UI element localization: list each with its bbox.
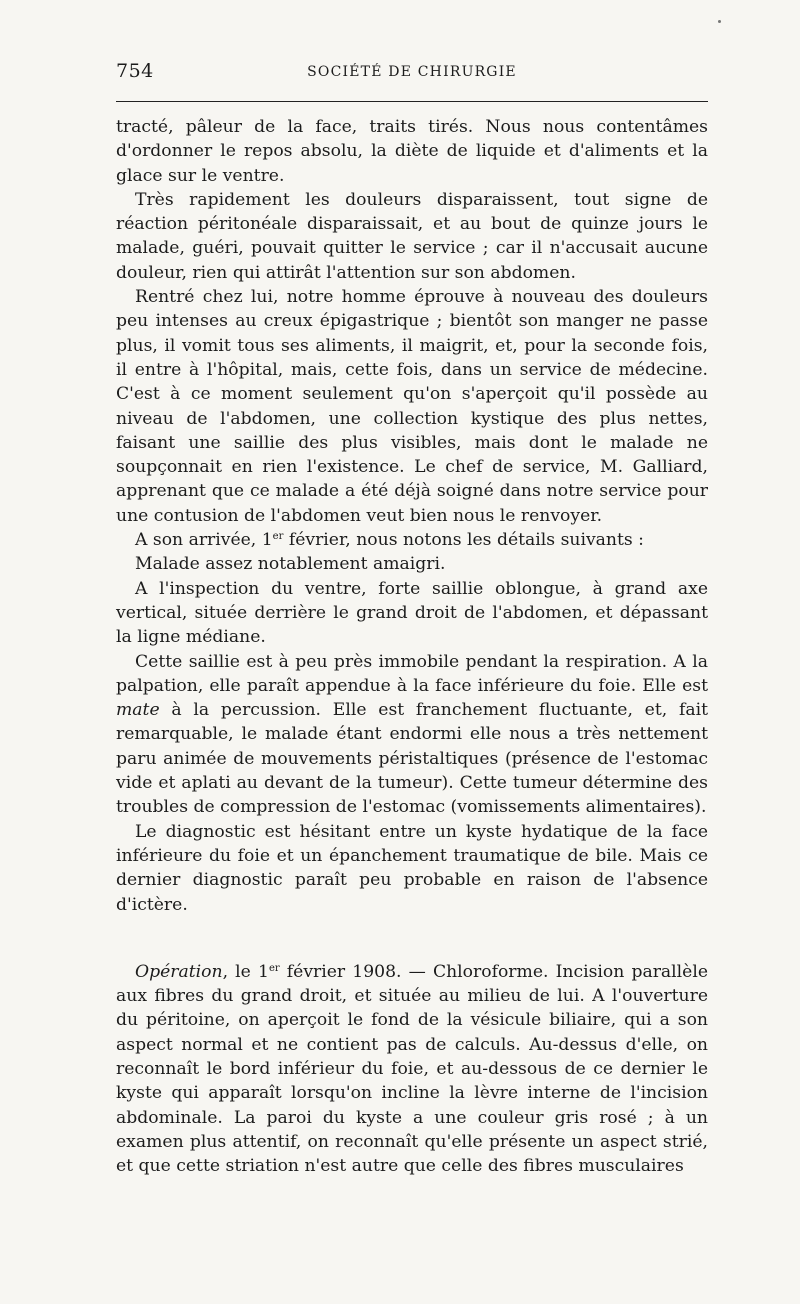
page-number: 754	[116, 60, 154, 82]
ordinal-superscript: er	[272, 531, 284, 543]
italic-term: mate	[116, 700, 160, 721]
arrival-after: février, nous notons les détails suivants :	[283, 530, 644, 551]
page-header	[116, 56, 708, 88]
paragraph: tracté, pâleur de la face, traits tirés. Nous nous contentâmes d'ordonner le repos absolu, la diète de liquide et d'aliments et la glace sur le ventre.	[116, 117, 708, 186]
paragraph: Le diagnostic est hésitant entre un kyste hydatique de la face inférieure du foie et un épanchement traumatique de bile. Mais ce dernier diagnostic paraît peu probable en raison de l'absence d'ictère.	[116, 821, 708, 915]
header-rule	[116, 101, 708, 102]
running-head: SOCIÉTÉ DE CHIRURGIE	[307, 64, 517, 80]
paragraph: Très rapidement les douleurs disparaissent, tout signe de réaction péritonéale disparaissait, et au bout de quinze jours le malade, guéri, pouvait quitter le service ; car il n'accusait aucune douleur, rien qui attirât l'attention sur son abdomen.	[116, 189, 708, 283]
operation-paragraph	[116, 960, 708, 1179]
palpation-after: à la percussion. Elle est franchement fluctuante, et, fait remarquable, le malade étant endormi elle nous a très nettement paru animée de mouvements péristaltiques (présence de l'estomac vide et aplati au devant de la tumeur). Cette tumeur détermine des troubles de compression de l'estomac (vomissements alimentaires).	[116, 700, 708, 818]
operation-label: Opération	[135, 961, 223, 982]
body-text	[116, 115, 708, 1178]
palpation-before: Cette saillie est à peu près immobile pendant la respiration. A la palpation, elle paraît appendue à la face inférieure du foie. Elle est	[116, 651, 708, 696]
paragraph: A l'inspection du ventre, forte saillie oblongue, à grand axe vertical, située derrière le grand droit de l'abdomen, et dépassant la ligne médiane.	[116, 578, 708, 648]
paragraph	[116, 528, 708, 552]
operation-before: , le 1	[222, 961, 269, 982]
ordinal-superscript: er	[268, 962, 280, 974]
paragraph: Malade assez notablement amaigri.	[135, 554, 446, 575]
paragraph	[116, 650, 708, 820]
section-gap	[116, 917, 708, 960]
scan-speck	[718, 20, 721, 23]
operation-after: février 1908. — Chloroforme. Incision parallèle aux fibres du grand droit, et située au milieu de lui. A l'ouverture du péritoine, on aperçoit le fond de la vésicule biliaire, qui a son aspect normal et ne contient pas de calculs. Au-dessus d'elle, on reconnaît le bord inférieur du foie, et au-dessous de ce dernier le kyste qui apparaît lorsqu'on incline la lèvre interne de l'incision abdominale. La paroi du kyste a une couleur gris rosé ; à un examen plus attentif, on reconnaît qu'elle présente un aspect strié, et que cette striation n'est autre que celle des fibres musculaires	[116, 961, 709, 1177]
paragraph: Rentré chez lui, notre homme éprouve à nouveau des douleurs peu intenses au creux épigastrique ; bientôt son manger ne passe plus, il vomit tous ses aliments, il maigrit, et, pour la seconde fois, il entre à l'hôpital, mais, cette fois, dans un service de médecine. C'est à ce moment seulement qu'on s'aperçoit qu'il possède au niveau de l'abdomen, une collection kystique des plus nettes, faisant une saillie des plus visibles, mais dont le malade ne soupçonnait en rien l'existence. Le chef de service, M. Galliard, apprenant que ce malade a été déjà soigné dans notre service pour une contusion de l'abdomen veut bien nous le renvoyer.	[116, 287, 708, 526]
arrival-before: A son arrivée, 1	[135, 530, 273, 551]
